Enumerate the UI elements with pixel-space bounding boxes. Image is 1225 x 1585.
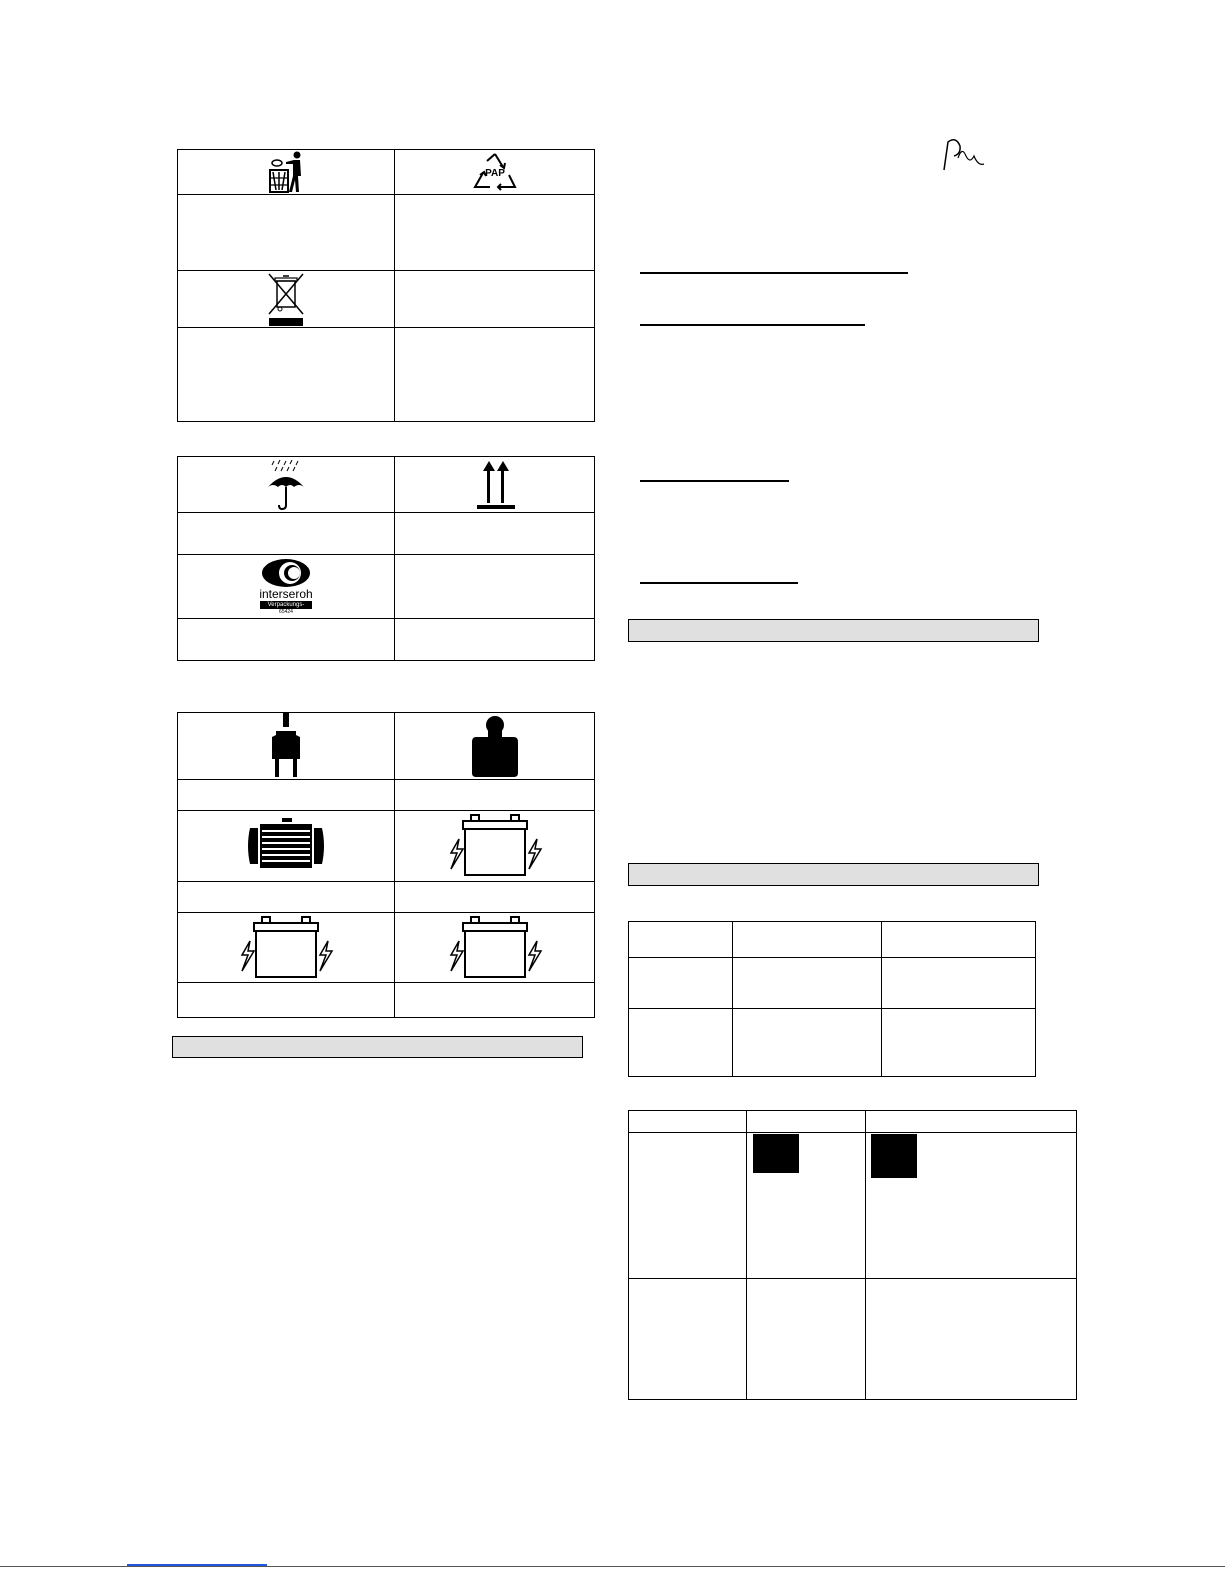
technical-symbols-table — [177, 712, 595, 1018]
battery-cell — [395, 811, 595, 882]
table-cell — [629, 1133, 747, 1279]
table-cell — [178, 780, 395, 811]
table-cell — [733, 958, 882, 1009]
section-heading-bar — [628, 619, 1039, 642]
table-cell — [178, 882, 395, 913]
table-cell — [178, 619, 395, 661]
interseroh-band: Verpackungs- — [260, 601, 312, 609]
table-cell — [882, 922, 1036, 958]
paper-recycling-icon — [471, 151, 519, 193]
table-cell — [629, 1009, 733, 1077]
black-square-symbol — [871, 1134, 917, 1178]
weight-icon — [470, 715, 520, 777]
table-cell — [395, 555, 595, 619]
table-cell — [629, 922, 733, 958]
table-cell — [866, 1111, 1077, 1133]
plug-cell — [178, 713, 395, 780]
table-cell — [178, 328, 395, 422]
signature-mark — [940, 136, 990, 172]
table-cell — [395, 328, 595, 422]
footer-link-underline[interactable] — [127, 1564, 267, 1566]
table-cell — [733, 922, 882, 958]
transport-symbols-table — [177, 456, 595, 661]
pap-label: PAP — [484, 168, 505, 179]
power-plug-icon — [264, 713, 308, 779]
underlined-heading-rule — [640, 480, 789, 482]
interseroh-logo — [251, 558, 321, 616]
disposal-cell — [178, 150, 395, 195]
battery-icon — [447, 813, 543, 879]
table-cell — [395, 619, 595, 661]
table-cell — [733, 1009, 882, 1077]
table-cell — [178, 983, 395, 1018]
table-cell — [395, 983, 595, 1018]
weight-cell — [395, 713, 595, 780]
underlined-heading-rule — [640, 324, 865, 326]
table-cell — [629, 1279, 747, 1400]
table-cell — [395, 882, 595, 913]
crossed-out-bin-icon — [266, 272, 306, 326]
battery-icon — [238, 915, 334, 981]
umbrella-keep-dry-icon — [266, 459, 306, 511]
interseroh-name: interseroh — [259, 586, 313, 601]
table-cell — [747, 1279, 866, 1400]
table-cell — [395, 513, 595, 555]
interseroh-code: 65424 — [279, 608, 293, 615]
table-cell — [395, 271, 595, 328]
section-heading-bar — [172, 1036, 583, 1058]
table-cell — [747, 1111, 866, 1133]
motor-icon — [246, 818, 326, 874]
this-way-up-cell — [395, 457, 595, 513]
interseroh-cell — [178, 555, 395, 619]
black-square-symbol — [753, 1134, 799, 1173]
table-cell — [178, 195, 395, 271]
specification-table — [628, 921, 1036, 1077]
table-cell — [629, 958, 733, 1009]
table-cell — [882, 1009, 1036, 1077]
table-cell — [395, 195, 595, 271]
disposal-symbols-table — [177, 149, 595, 422]
this-way-up-arrows-icon — [475, 459, 515, 511]
battery-cell — [395, 913, 595, 983]
table-cell — [395, 780, 595, 811]
footer-rule — [0, 1566, 1225, 1567]
underlined-heading-rule — [640, 582, 798, 584]
table-cell — [629, 1111, 747, 1133]
battery-cell — [178, 913, 395, 983]
battery-icon — [447, 915, 543, 981]
weee-cell — [178, 271, 395, 328]
trash-disposal-icon — [264, 150, 308, 194]
underlined-heading-rule — [640, 272, 908, 274]
table-cell — [178, 513, 395, 555]
motor-cell — [178, 811, 395, 882]
pap-cell — [395, 150, 595, 195]
warning-table — [628, 1110, 1077, 1400]
table-cell — [882, 958, 1036, 1009]
table-cell — [866, 1279, 1077, 1400]
section-heading-bar — [628, 863, 1039, 886]
keep-dry-cell — [178, 457, 395, 513]
